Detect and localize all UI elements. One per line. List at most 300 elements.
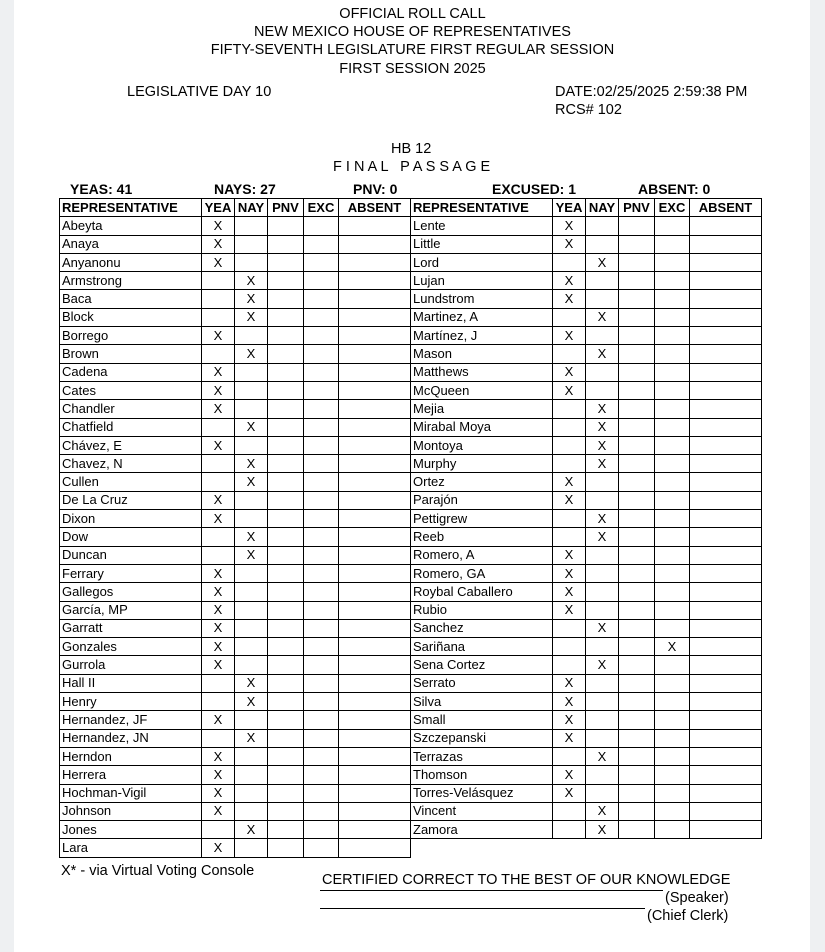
vote-cell-absent xyxy=(339,253,411,271)
vote-cell-absent xyxy=(690,619,762,637)
representative-name: Small xyxy=(411,711,553,729)
vote-cell-yea xyxy=(202,528,235,546)
vote-cell-pnv xyxy=(619,473,655,491)
representative-name: Herndon xyxy=(60,747,202,765)
vote-cell-exc xyxy=(304,418,339,436)
table-row xyxy=(411,290,762,308)
vote-cell-pnv xyxy=(619,436,655,454)
vote-cell-absent xyxy=(339,619,411,637)
vote-cell-nay xyxy=(586,711,619,729)
vote-cell-nay: X xyxy=(235,546,268,564)
table-row xyxy=(411,546,762,564)
vote-cell-absent xyxy=(339,564,411,582)
table-row xyxy=(60,619,411,637)
vote-cell-exc xyxy=(655,546,690,564)
representative-name: Rubio xyxy=(411,601,553,619)
vote-cell-absent xyxy=(690,528,762,546)
vote-cell-yea: X xyxy=(202,436,235,454)
table-row xyxy=(60,400,411,418)
vote-cell-yea xyxy=(202,473,235,491)
vote-cell-nay xyxy=(235,601,268,619)
representative-name: Mason xyxy=(411,345,553,363)
vote-cell-exc xyxy=(655,235,690,253)
vote-cell-yea xyxy=(202,345,235,363)
vote-cell-absent xyxy=(690,217,762,235)
vote-cell-nay: X xyxy=(586,253,619,271)
vote-cell-nay: X xyxy=(235,473,268,491)
vote-cell-exc xyxy=(655,747,690,765)
vote-cell-absent xyxy=(339,363,411,381)
vote-cell-exc xyxy=(304,784,339,802)
table-row xyxy=(411,784,762,802)
vote-cell-absent xyxy=(339,784,411,802)
vote-cell-absent xyxy=(690,729,762,747)
vote-cell-nay: X xyxy=(586,619,619,637)
vote-cell-pnv xyxy=(268,345,304,363)
vote-cell-exc xyxy=(655,455,690,473)
table-row xyxy=(411,510,762,528)
vote-cell-absent xyxy=(339,729,411,747)
representative-name: Johnson xyxy=(60,802,202,820)
representative-name: Duncan xyxy=(60,546,202,564)
vote-cell-pnv xyxy=(268,418,304,436)
vote-cell-exc xyxy=(304,747,339,765)
vote-cell-nay xyxy=(586,583,619,601)
table-row xyxy=(60,546,411,564)
table-row xyxy=(411,436,762,454)
table-row xyxy=(60,345,411,363)
representative-name: Chávez, E xyxy=(60,436,202,454)
vote-cell-nay xyxy=(235,711,268,729)
vote-cell-nay: X xyxy=(235,308,268,326)
table-row xyxy=(411,747,762,765)
vote-cell-exc xyxy=(655,510,690,528)
vote-cell-absent xyxy=(339,656,411,674)
action-title: F I N A L P A S S A G E xyxy=(333,159,491,175)
vote-cell-exc xyxy=(304,674,339,692)
vote-cell-absent xyxy=(339,400,411,418)
vote-cell-pnv xyxy=(619,711,655,729)
vote-cell-yea: X xyxy=(202,656,235,674)
representative-name: Armstrong xyxy=(60,272,202,290)
vote-cell-yea: X xyxy=(553,327,586,345)
vote-cell-absent xyxy=(690,253,762,271)
table-row xyxy=(60,272,411,290)
representative-name: Hernandez, JN xyxy=(60,729,202,747)
vote-cell-exc xyxy=(304,290,339,308)
vote-cell-pnv xyxy=(619,619,655,637)
vote-cell-yea: X xyxy=(202,564,235,582)
vote-cell-nay: X xyxy=(586,455,619,473)
vote-cell-absent xyxy=(690,381,762,399)
vote-cell-nay xyxy=(586,564,619,582)
vote-cell-yea: X xyxy=(202,583,235,601)
vote-cell-absent xyxy=(339,711,411,729)
vote-cell-yea xyxy=(202,418,235,436)
vote-cell-nay: X xyxy=(235,821,268,839)
vote-cell-exc xyxy=(304,711,339,729)
vote-cell-exc xyxy=(655,528,690,546)
total-excused: EXCUSED: 1 xyxy=(492,181,577,197)
vote-cell-absent xyxy=(690,235,762,253)
representative-name: Borrego xyxy=(60,327,202,345)
title-line-4: FIRST SESSION 2025 xyxy=(339,61,486,77)
table-row xyxy=(411,381,762,399)
vote-cell-nay: X xyxy=(235,455,268,473)
vote-cell-pnv xyxy=(268,528,304,546)
column-header-representative: REPRESENTATIVE xyxy=(411,199,553,217)
vote-cell-exc xyxy=(655,363,690,381)
vote-cell-nay: X xyxy=(235,272,268,290)
vote-cell-absent xyxy=(690,510,762,528)
table-row xyxy=(60,747,411,765)
vote-cell-pnv xyxy=(619,693,655,711)
representative-name: Chandler xyxy=(60,400,202,418)
vote-cell-nay xyxy=(586,327,619,345)
vote-cell-yea xyxy=(553,656,586,674)
vote-cell-yea: X xyxy=(553,693,586,711)
column-header-nay: NAY xyxy=(586,199,619,217)
vote-cell-nay xyxy=(235,400,268,418)
vote-cell-yea: X xyxy=(553,363,586,381)
representative-name: Hernandez, JF xyxy=(60,711,202,729)
table-row xyxy=(60,601,411,619)
representative-name: Jones xyxy=(60,821,202,839)
representative-name: Lujan xyxy=(411,272,553,290)
vote-cell-absent xyxy=(339,747,411,765)
representative-name: Mejia xyxy=(411,400,553,418)
vote-cell-absent xyxy=(690,455,762,473)
vote-cell-absent xyxy=(690,327,762,345)
vote-cell-yea: X xyxy=(202,711,235,729)
representative-name: Chavez, N xyxy=(60,455,202,473)
vote-cell-pnv xyxy=(619,491,655,509)
vote-cell-exc xyxy=(304,638,339,656)
vote-cell-pnv xyxy=(619,418,655,436)
representative-name: Lord xyxy=(411,253,553,271)
vote-cell-yea xyxy=(553,455,586,473)
representative-name: Baca xyxy=(60,290,202,308)
table-row xyxy=(60,766,411,784)
representative-name: Romero, GA xyxy=(411,564,553,582)
vote-cell-absent xyxy=(690,693,762,711)
vote-cell-pnv xyxy=(619,546,655,564)
vote-cell-yea: X xyxy=(202,363,235,381)
vote-cell-absent xyxy=(339,290,411,308)
representative-name: Brown xyxy=(60,345,202,363)
vote-cell-nay xyxy=(235,253,268,271)
vote-cell-yea: X xyxy=(553,381,586,399)
table-row xyxy=(411,619,762,637)
vote-cell-pnv xyxy=(268,784,304,802)
table-row xyxy=(60,217,411,235)
vote-cell-absent xyxy=(339,455,411,473)
table-row xyxy=(60,784,411,802)
vote-cell-exc xyxy=(304,363,339,381)
vote-cell-nay: X xyxy=(586,528,619,546)
column-header-nay: NAY xyxy=(235,199,268,217)
vote-cell-pnv xyxy=(619,455,655,473)
vote-cell-pnv xyxy=(268,638,304,656)
vote-cell-absent xyxy=(690,400,762,418)
vote-cell-exc xyxy=(655,327,690,345)
representative-name: Herrera xyxy=(60,766,202,784)
vote-cell-absent xyxy=(690,345,762,363)
vote-cell-pnv xyxy=(619,290,655,308)
representative-name: Murphy xyxy=(411,455,553,473)
representative-name: Gonzales xyxy=(60,638,202,656)
vote-cell-nay xyxy=(586,693,619,711)
vote-cell-exc xyxy=(304,601,339,619)
vote-cell-pnv xyxy=(619,217,655,235)
vote-cell-pnv xyxy=(268,766,304,784)
vote-cell-nay: X xyxy=(586,747,619,765)
vote-cell-absent xyxy=(690,308,762,326)
vote-cell-pnv xyxy=(619,528,655,546)
vote-cell-pnv xyxy=(268,839,304,857)
representative-name: Montoya xyxy=(411,436,553,454)
vote-cell-nay: X xyxy=(586,400,619,418)
vote-cell-exc xyxy=(304,436,339,454)
vote-cell-pnv xyxy=(619,381,655,399)
total-absent: ABSENT: 0 xyxy=(638,181,711,197)
vote-cell-exc xyxy=(655,619,690,637)
vote-cell-absent xyxy=(690,491,762,509)
vote-cell-yea: X xyxy=(553,491,586,509)
table-row xyxy=(60,510,411,528)
vote-cell-yea xyxy=(553,418,586,436)
vote-cell-absent xyxy=(339,839,411,857)
representative-name: Matthews xyxy=(411,363,553,381)
vote-cell-yea: X xyxy=(202,253,235,271)
table-row xyxy=(60,821,411,839)
vote-cell-nay xyxy=(235,638,268,656)
roll-call-table-left xyxy=(59,198,411,858)
representative-name: Dixon xyxy=(60,510,202,528)
table-row xyxy=(411,711,762,729)
vote-cell-exc xyxy=(655,674,690,692)
column-header-exc: EXC xyxy=(304,199,339,217)
vote-cell-pnv xyxy=(268,802,304,820)
representative-name: Zamora xyxy=(411,821,553,839)
vote-cell-yea: X xyxy=(553,290,586,308)
vote-cell-pnv xyxy=(268,693,304,711)
table-row xyxy=(411,308,762,326)
table-row xyxy=(411,455,762,473)
vote-cell-yea xyxy=(202,272,235,290)
total-pnv: PNV: 0 xyxy=(353,181,398,197)
vote-cell-pnv xyxy=(268,327,304,345)
vote-cell-nay: X xyxy=(235,290,268,308)
vote-cell-pnv xyxy=(268,308,304,326)
vote-cell-exc xyxy=(304,217,339,235)
vote-cell-exc xyxy=(655,436,690,454)
representative-name: Little xyxy=(411,235,553,253)
vote-cell-yea: X xyxy=(202,235,235,253)
vote-cell-absent xyxy=(339,327,411,345)
vote-cell-exc xyxy=(304,510,339,528)
vote-cell-pnv xyxy=(619,656,655,674)
table-row xyxy=(411,583,762,601)
vote-cell-pnv xyxy=(619,253,655,271)
representative-name: Romero, A xyxy=(411,546,553,564)
vote-cell-yea: X xyxy=(553,711,586,729)
vote-cell-exc xyxy=(655,290,690,308)
vote-cell-exc xyxy=(655,418,690,436)
representative-name: Anaya xyxy=(60,235,202,253)
vote-cell-exc xyxy=(304,564,339,582)
vote-cell-absent xyxy=(690,564,762,582)
vote-cell-yea: X xyxy=(553,473,586,491)
representative-name: Cullen xyxy=(60,473,202,491)
representative-name: Ortez xyxy=(411,473,553,491)
vote-cell-pnv xyxy=(268,217,304,235)
vote-cell-exc xyxy=(304,729,339,747)
representative-name: Terrazas xyxy=(411,747,553,765)
vote-cell-absent xyxy=(339,802,411,820)
vote-cell-pnv xyxy=(268,400,304,418)
vote-cell-pnv xyxy=(619,308,655,326)
vote-cell-exc xyxy=(304,656,339,674)
representative-name: Sanchez xyxy=(411,619,553,637)
representative-name: Hochman-Vigil xyxy=(60,784,202,802)
vote-cell-yea xyxy=(202,455,235,473)
table-header-row xyxy=(411,199,762,217)
representative-name: Hall II xyxy=(60,674,202,692)
vote-cell-exc xyxy=(304,839,339,857)
table-header-row xyxy=(60,199,411,217)
vote-cell-exc xyxy=(655,729,690,747)
table-row xyxy=(60,729,411,747)
vote-cell-nay xyxy=(235,656,268,674)
vote-cell-pnv xyxy=(268,235,304,253)
vote-cell-absent xyxy=(690,747,762,765)
vote-cell-absent xyxy=(339,821,411,839)
vote-cell-absent xyxy=(339,272,411,290)
table-row xyxy=(411,491,762,509)
vote-cell-nay: X xyxy=(586,345,619,363)
table-row xyxy=(411,674,762,692)
table-row xyxy=(411,601,762,619)
vote-cell-pnv xyxy=(268,290,304,308)
vote-cell-exc xyxy=(304,583,339,601)
vote-cell-yea: X xyxy=(553,784,586,802)
vote-cell-yea: X xyxy=(202,381,235,399)
vote-cell-yea xyxy=(202,674,235,692)
representative-name: Gurrola xyxy=(60,656,202,674)
representative-name: Vincent xyxy=(411,802,553,820)
representative-name: De La Cruz xyxy=(60,491,202,509)
vote-cell-exc xyxy=(304,766,339,784)
total-nays: NAYS: 27 xyxy=(214,181,276,197)
vote-cell-nay xyxy=(235,784,268,802)
vote-cell-nay: X xyxy=(235,345,268,363)
table-row xyxy=(411,327,762,345)
vote-cell-nay xyxy=(235,217,268,235)
vote-cell-yea: X xyxy=(553,583,586,601)
representative-name: Szczepanski xyxy=(411,729,553,747)
vote-cell-yea: X xyxy=(202,217,235,235)
vote-cell-pnv xyxy=(619,729,655,747)
vote-cell-absent xyxy=(690,638,762,656)
vote-cell-absent xyxy=(690,418,762,436)
total-yeas: YEAS: 41 xyxy=(70,181,133,197)
certification-text: CERTIFIED CORRECT TO THE BEST OF OUR KNOWLEDGE xyxy=(322,872,731,888)
column-header-yea: YEA xyxy=(202,199,235,217)
table-row xyxy=(411,821,762,839)
vote-cell-absent xyxy=(339,436,411,454)
vote-cell-exc xyxy=(655,345,690,363)
vote-cell-exc xyxy=(304,491,339,509)
vote-cell-exc: X xyxy=(655,638,690,656)
column-header-absent: ABSENT xyxy=(339,199,411,217)
representative-name: Sena Cortez xyxy=(411,656,553,674)
vote-cell-exc xyxy=(304,619,339,637)
table-row xyxy=(60,564,411,582)
table-row xyxy=(411,345,762,363)
representative-name: Henry xyxy=(60,693,202,711)
vote-cell-nay: X xyxy=(586,656,619,674)
vote-cell-yea xyxy=(553,253,586,271)
vote-cell-nay xyxy=(586,290,619,308)
table-row xyxy=(411,235,762,253)
vote-cell-exc xyxy=(304,528,339,546)
vote-cell-pnv xyxy=(619,583,655,601)
table-row xyxy=(60,235,411,253)
table-row xyxy=(60,290,411,308)
vote-cell-yea: X xyxy=(202,400,235,418)
table-row xyxy=(411,528,762,546)
vote-cell-absent xyxy=(339,217,411,235)
vote-cell-absent xyxy=(690,656,762,674)
vote-cell-exc xyxy=(655,473,690,491)
vote-cell-absent xyxy=(339,381,411,399)
vote-cell-pnv xyxy=(619,400,655,418)
table-row xyxy=(60,308,411,326)
representative-name: Cates xyxy=(60,381,202,399)
title-line-3: FIFTY-SEVENTH LEGISLATURE FIRST REGULAR SESSION xyxy=(210,42,615,58)
vote-cell-absent xyxy=(690,272,762,290)
vote-cell-absent xyxy=(339,546,411,564)
vote-cell-nay xyxy=(586,729,619,747)
vote-cell-nay xyxy=(235,235,268,253)
table-row xyxy=(411,693,762,711)
vote-cell-yea: X xyxy=(202,784,235,802)
table-row xyxy=(411,766,762,784)
vote-cell-pnv xyxy=(619,345,655,363)
representative-name: Garratt xyxy=(60,619,202,637)
representative-name: Silva xyxy=(411,693,553,711)
vote-cell-yea: X xyxy=(202,491,235,509)
representative-name: Reeb xyxy=(411,528,553,546)
vote-cell-yea xyxy=(553,345,586,363)
table-row xyxy=(60,583,411,601)
vote-cell-absent xyxy=(339,601,411,619)
vote-cell-pnv xyxy=(268,253,304,271)
vote-cell-exc xyxy=(304,381,339,399)
vote-cell-yea xyxy=(553,619,586,637)
table-row xyxy=(60,839,411,857)
vote-cell-exc xyxy=(655,381,690,399)
vote-cell-yea xyxy=(553,528,586,546)
vote-cell-exc xyxy=(655,564,690,582)
table-row xyxy=(60,418,411,436)
vote-cell-yea: X xyxy=(202,766,235,784)
vote-cell-nay xyxy=(586,601,619,619)
vote-cell-nay xyxy=(586,381,619,399)
title-line-2: NEW MEXICO HOUSE OF REPRESENTATIVES xyxy=(254,24,571,40)
representative-name: Lente xyxy=(411,217,553,235)
